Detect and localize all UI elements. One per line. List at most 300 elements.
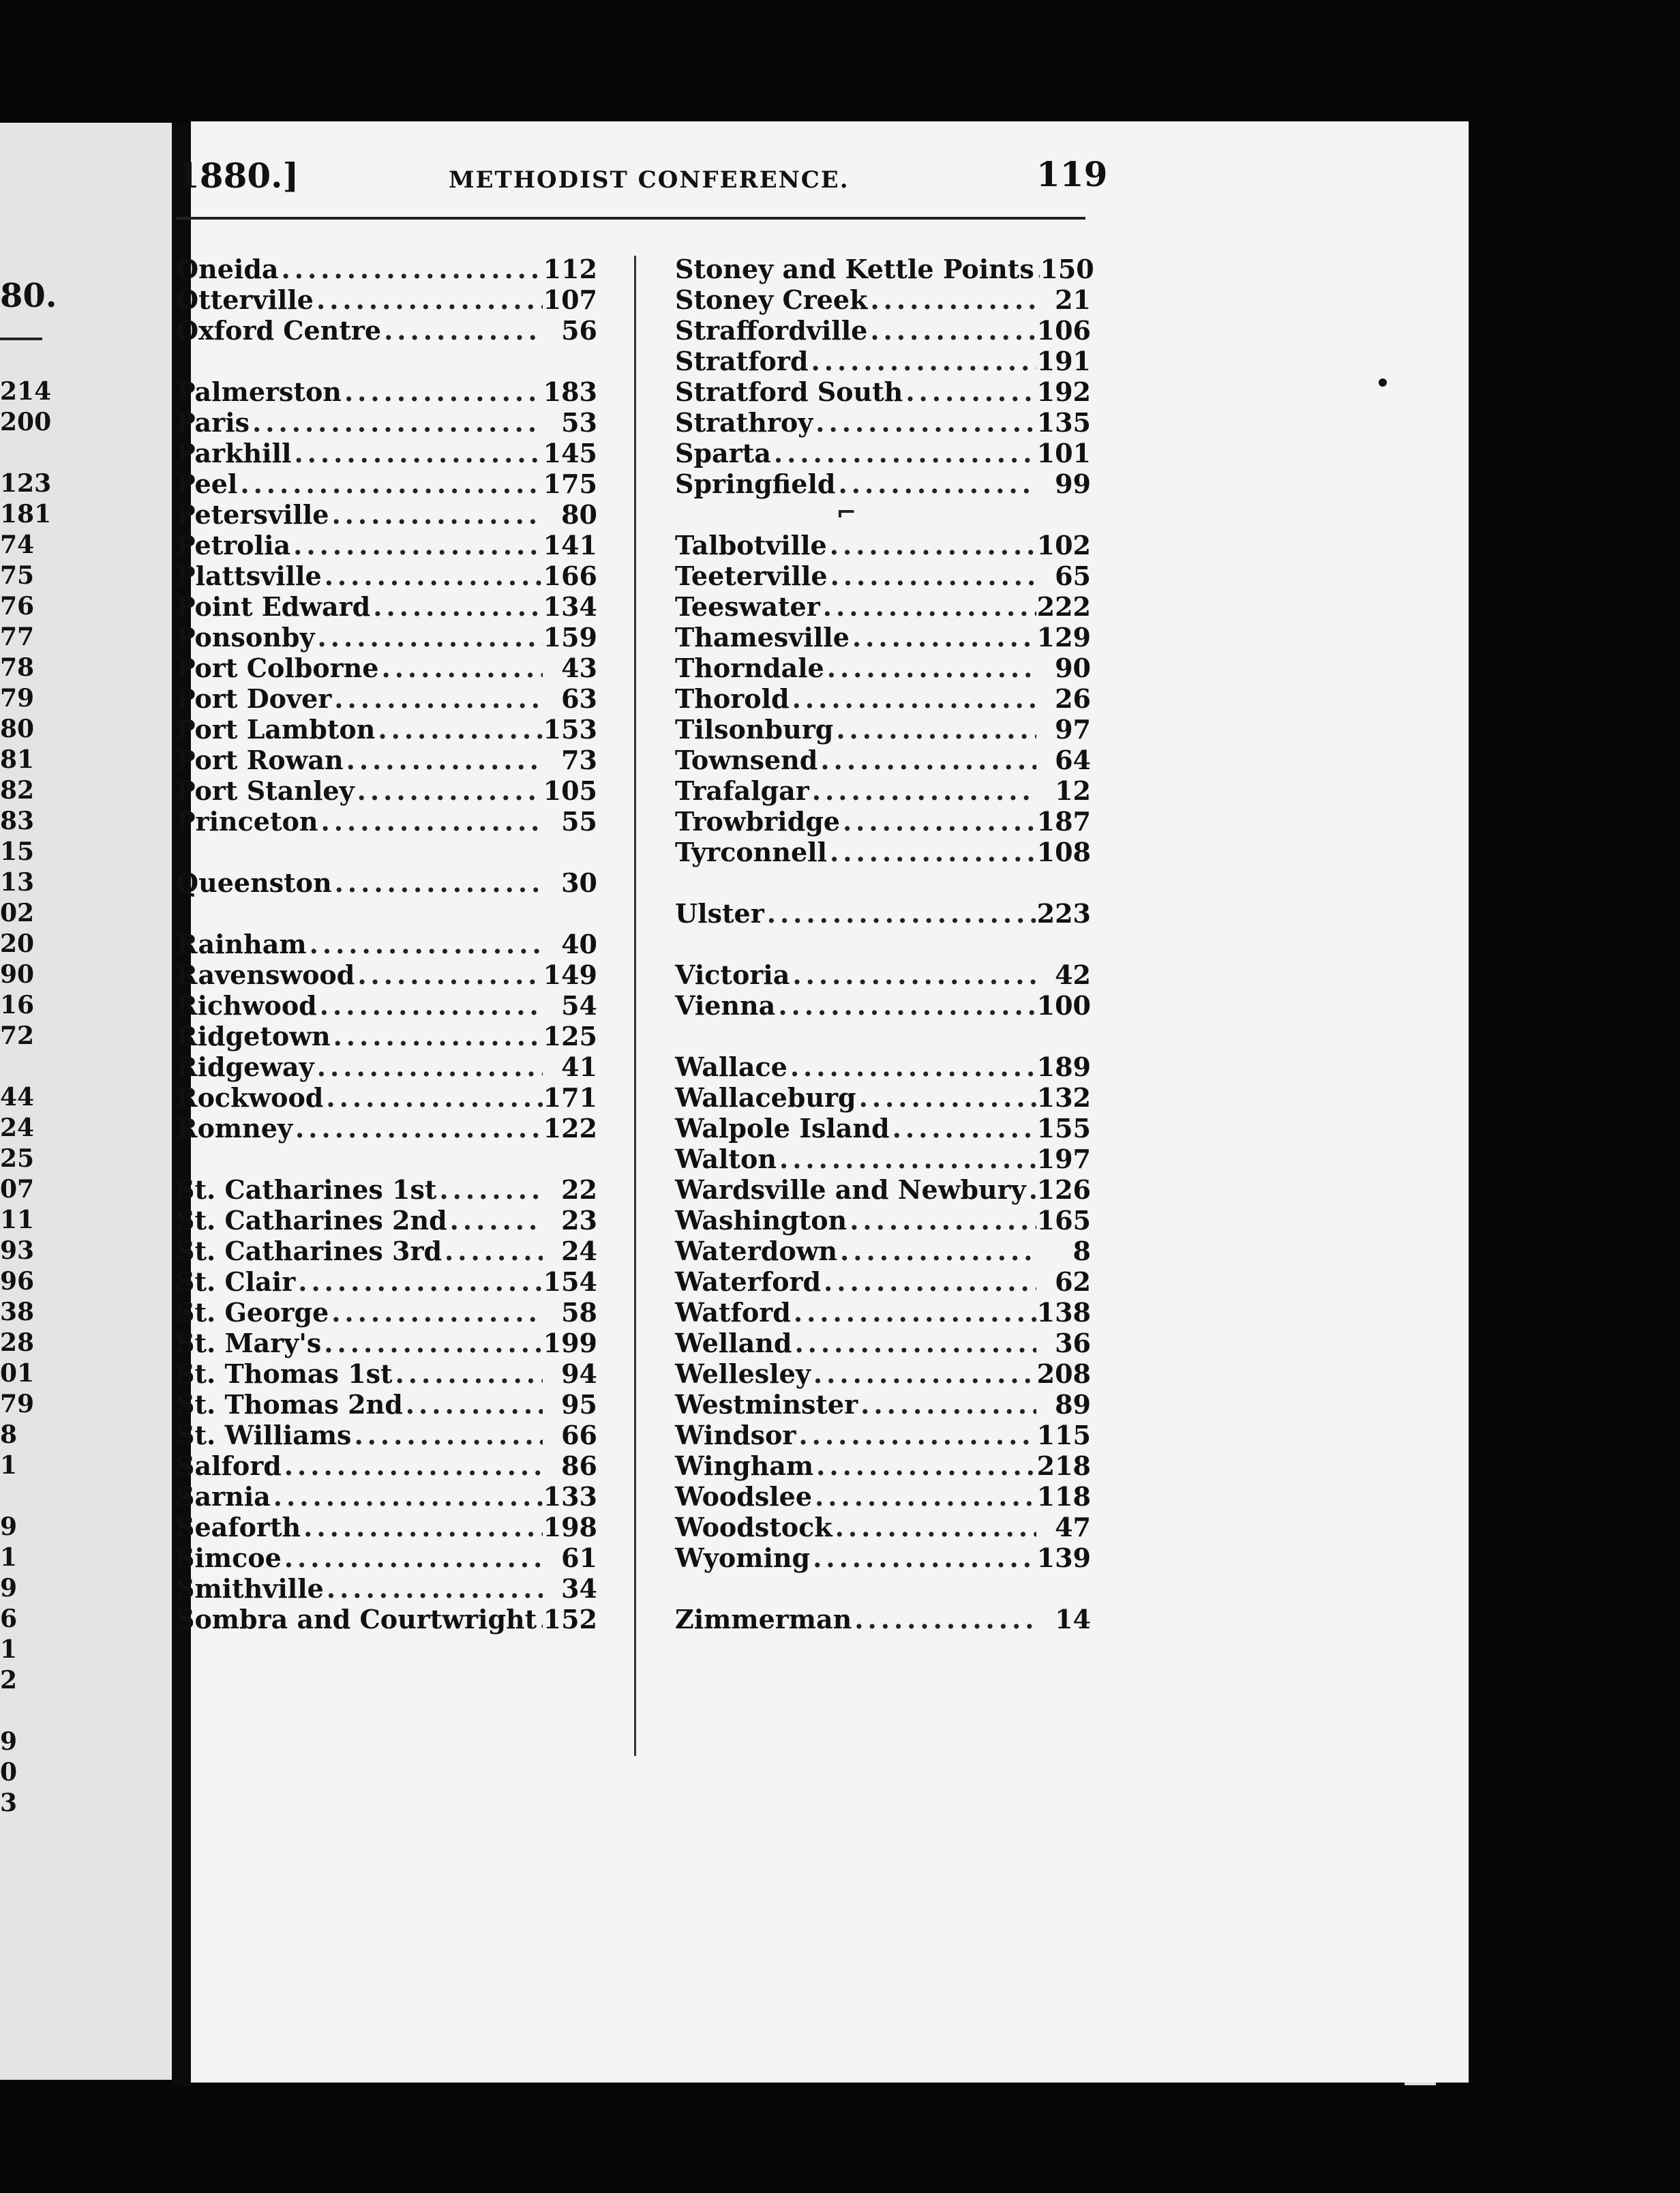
index-column-left [176,254,597,1635]
entry-name: Trowbridge [675,806,840,837]
facing-page-number: 11 [0,1206,35,1234]
facing-page-number: 16 [0,991,35,1019]
entry-name: Teeterville [675,561,828,591]
facing-page-number: 02 [0,899,35,927]
entry-page-number: 100 [1036,990,1091,1021]
dot-leader [832,1512,1036,1542]
section-gap [176,837,597,867]
entry-page-number: 56 [561,315,597,346]
paper-speck [1379,378,1387,387]
dot-leader [237,468,543,499]
entry-page-number: 150 [1040,254,1094,284]
entry-page-number: 165 [1036,1205,1091,1236]
dot-leader [828,561,1036,591]
index-entry [675,1266,1091,1297]
dot-leader [903,376,1036,407]
entry-page-number: 171 [543,1082,597,1113]
index-entry [176,1450,597,1481]
entry-page-number: 175 [543,468,597,499]
entry-name: Wingham [675,1450,814,1481]
facing-page-number: 28 [0,1328,35,1357]
facing-page-number: 93 [0,1236,35,1265]
entry-page-number: 90 [1055,653,1091,683]
entry-page-number: 191 [1036,346,1091,376]
entry-name: Ravenswood [176,959,355,990]
entry-page-number: 80 [561,499,597,530]
index-entry [675,775,1091,806]
index-entry [675,376,1091,407]
index-entry [675,1082,1091,1113]
index-entry [675,438,1091,468]
dot-leader [890,1113,1036,1144]
index-entry [675,530,1091,561]
entry-page-number: 106 [1036,315,1091,346]
entry-page-number: 62 [1055,1266,1091,1297]
index-entry [176,1573,597,1604]
dot-leader [324,1573,543,1604]
entry-name: Point Edward [176,591,371,622]
entry-page-number: 149 [543,959,597,990]
dot-leader [827,530,1036,561]
facing-page-number: 20 [0,929,35,958]
entry-name: Peel [176,468,238,499]
entry-page-number: 115 [1036,1420,1091,1450]
facing-page-number: 44 [0,1083,35,1112]
index-entry [176,530,597,561]
index-entry [176,806,597,837]
entry-name: Victoria [675,959,790,990]
dot-leader [318,806,543,837]
entry-name: Port Rowan [176,745,344,775]
facing-page-number: 1 [0,1543,18,1572]
dot-leader [837,1236,1036,1266]
entry-page-number: 64 [1055,745,1091,775]
facing-page-number: 07 [0,1175,35,1204]
index-entry [176,745,597,775]
entry-name: Salford [176,1450,282,1481]
dot-leader [821,1266,1036,1297]
dot-leader [301,1512,543,1542]
entry-page-number: 133 [543,1481,597,1512]
entry-name: Tilsonburg [675,714,834,745]
entry-name: Washington [675,1205,847,1236]
index-entry [675,1205,1091,1236]
entry-page-number: 43 [561,653,597,683]
entry-name: Woodslee [675,1481,813,1512]
facing-page-number: 1 [0,1635,18,1664]
dot-leader [775,990,1036,1021]
index-entry [176,929,597,959]
index-entry [675,1236,1091,1266]
entry-name: Strathroy [675,407,813,438]
index-entry [675,745,1091,775]
dot-leader [792,1328,1036,1358]
dot-leader [1034,254,1040,284]
entry-page-number: 14 [1055,1604,1091,1635]
facing-page-number [0,1051,51,1082]
facing-page-number: 77 [0,623,35,651]
index-entry [176,1021,597,1051]
entry-name: St. Mary's [176,1328,322,1358]
index-entry [176,1082,597,1113]
entry-name: Romney [176,1113,293,1144]
entry-page-number: 192 [1036,376,1091,407]
index-entry [176,1266,597,1297]
facing-page-number: 0 [0,1758,18,1787]
entry-page-number: 141 [543,530,597,561]
entry-name: Trafalgar [675,775,809,806]
entry-page-number: 55 [561,806,597,837]
dot-leader [850,622,1036,653]
entry-page-number: 94 [561,1358,597,1389]
entry-page-number: 34 [561,1573,597,1604]
index-entry [675,1328,1091,1358]
entry-name: Sarnia [176,1481,271,1512]
index-entry [675,468,1091,499]
facing-page-number: 78 [0,653,35,682]
index-entry [675,1450,1091,1481]
dot-leader [393,1358,543,1389]
entry-name: Richwood [176,990,317,1021]
facing-page-number: 82 [0,776,35,805]
dot-leader [813,1450,1036,1481]
dot-leader [537,1604,543,1635]
entry-name: St. Catharines 2nd [176,1205,447,1236]
entry-page-number: 145 [543,438,597,468]
index-entry [675,1420,1091,1450]
index-entry [176,1236,597,1266]
dot-leader [329,499,543,530]
dot-leader [827,837,1036,867]
facing-page-number: 74 [0,531,35,559]
entry-page-number: 153 [543,714,597,745]
facing-page-number: 79 [0,1390,35,1418]
section-gap [176,1144,597,1174]
entry-name: Ridgetown [176,1021,331,1051]
index-entry [176,438,597,468]
index-entry [675,407,1091,438]
header-rule [176,217,1085,220]
entry-page-number: 54 [561,990,597,1021]
page-number: 119 [1036,154,1108,194]
entry-name: Ulster [675,898,764,929]
index-entry [675,1481,1091,1512]
facing-page-number: 72 [0,1021,35,1050]
facing-page-number: 1 [0,1451,18,1480]
entry-page-number: 208 [1036,1358,1091,1389]
entry-name: Wellesley [675,1358,811,1389]
dot-leader [331,683,543,714]
entry-page-number: 12 [1055,775,1091,806]
facing-page-number: 15 [0,837,35,866]
entry-name: Palmerston [176,376,342,407]
index-entry [176,284,597,315]
running-head-year: 1880.] [176,155,299,196]
entry-name: Windsor [675,1420,796,1450]
index-entry [176,1512,597,1542]
index-entry [176,561,597,591]
entry-page-number: 138 [1036,1297,1091,1328]
index-entry [675,959,1091,990]
index-entry [176,1389,597,1420]
facing-page-numbers [0,376,51,1819]
dot-leader [436,1174,543,1205]
index-entry [675,561,1091,591]
facing-page-number: 01 [0,1359,35,1388]
entry-page-number: 36 [1055,1328,1091,1358]
facing-page-number [0,1696,51,1727]
index-entry [176,1481,597,1512]
facing-page-number: 96 [0,1267,35,1296]
entry-name: Tyrconnell [675,837,827,867]
index-entry [176,1205,597,1236]
entry-page-number: 47 [1055,1512,1091,1542]
entry-page-number: 26 [1055,683,1091,714]
facing-page-number: 80 [0,715,35,743]
dot-leader [824,653,1036,683]
facing-page-number: 79 [0,684,35,713]
dot-leader [867,315,1036,346]
entry-page-number: 66 [561,1420,597,1450]
facing-page-number: 83 [0,807,35,835]
entry-page-number: 21 [1055,284,1091,315]
entry-name: Parkhill [176,438,292,468]
entry-page-number: 199 [543,1328,597,1358]
entry-page-number: 155 [1036,1113,1091,1144]
entry-name: St. George [176,1297,329,1328]
index-entry [176,591,597,622]
entry-page-number: 134 [543,591,597,622]
entry-page-number: 139 [1036,1542,1091,1573]
entry-page-number: 99 [1055,468,1091,499]
index-entry [675,1174,1091,1205]
index-entry [675,1358,1091,1389]
entry-page-number: 41 [561,1051,597,1082]
entry-name: Welland [675,1328,792,1358]
entry-page-number: 102 [1036,530,1091,561]
entry-name: Stoney Creek [675,284,868,315]
entry-page-number: 89 [1055,1389,1091,1420]
facing-page-number: 13 [0,868,35,897]
entry-page-number: 30 [561,867,597,898]
entry-name: Stratford [675,346,809,376]
index-entry [176,1174,597,1205]
dot-leader [809,775,1036,806]
index-entry [675,898,1091,929]
entry-page-number: 108 [1036,837,1091,867]
index-entry [675,653,1091,683]
index-entry [675,683,1091,714]
entry-page-number: 8 [1072,1236,1091,1266]
dot-leader [375,714,543,745]
entry-page-number: 86 [561,1450,597,1481]
index-entry [675,1297,1091,1328]
section-gap [176,346,597,376]
entry-page-number: 197 [1036,1144,1091,1174]
index-entry [176,499,597,530]
entry-name: Westminster [675,1389,858,1420]
entry-name: Walton [675,1144,777,1174]
entry-name: St. Clair [176,1266,296,1297]
entry-name: Ridgeway [176,1051,314,1082]
entry-page-number: 24 [561,1236,597,1266]
entry-page-number: 40 [561,929,597,959]
entry-name: Petersville [176,499,329,530]
facing-page-number: 200 [0,408,52,436]
entry-page-number: 189 [1036,1051,1091,1082]
entry-page-number: 125 [543,1021,597,1051]
dot-leader [331,1021,543,1051]
entry-name: Otterville [176,284,314,315]
dot-leader [323,1082,543,1113]
facing-page-number: 90 [0,960,35,989]
index-entry [176,376,597,407]
index-column-right [675,254,1094,1635]
entry-name: Wallaceburg [675,1082,856,1113]
index-entry [675,990,1091,1021]
section-gap [675,499,1091,530]
index-entry [176,1297,597,1328]
entry-page-number: 42 [1055,959,1091,990]
entry-page-number: 65 [1055,561,1091,591]
index-entry [176,1328,597,1358]
dot-leader [314,284,543,315]
entry-name: Queenston [176,867,332,898]
dot-leader [282,1542,543,1573]
entry-name: Zimmerman [675,1604,852,1635]
dot-leader [764,898,1036,929]
entry-name: Rainham [176,929,307,959]
entry-page-number: 152 [543,1604,597,1635]
entry-name: Petrolia [176,530,291,561]
dot-leader [381,315,543,346]
section-gap [675,867,1091,898]
dot-leader [314,1051,543,1082]
index-entry [675,1113,1091,1144]
section-gap [675,929,1091,959]
entry-name: St. Williams [176,1420,352,1450]
entry-name: Stratford South [675,376,903,407]
dot-leader [378,653,543,683]
entry-name: Wyoming [675,1542,811,1573]
dot-leader [852,1604,1036,1635]
dot-leader [307,929,543,959]
entry-name: Thorndale [675,653,824,683]
index-entry [176,1420,597,1450]
dot-leader [847,1205,1036,1236]
dot-leader [355,959,543,990]
dot-leader [344,745,543,775]
dot-leader [250,407,543,438]
entry-page-number: 132 [1036,1082,1091,1113]
entry-name: Vienna [675,990,776,1021]
facing-page-number: 24 [0,1114,35,1142]
dot-leader [317,990,543,1021]
dot-leader [787,1051,1036,1082]
index-entry [176,1113,597,1144]
entry-name: Sparta [675,438,771,468]
entry-page-number: 61 [561,1542,597,1573]
index-entry [176,990,597,1021]
entry-page-number: 23 [561,1205,597,1236]
entry-name: Sombra and Courtwright [176,1604,537,1635]
entry-page-number: 97 [1055,714,1091,745]
facing-page-fragment [0,123,181,2080]
index-entry [675,591,1091,622]
index-entry [176,1358,597,1389]
dot-leader [282,1450,543,1481]
dot-leader [771,438,1036,468]
index-entry [176,714,597,745]
dot-leader [790,959,1036,990]
dot-leader [295,1266,543,1297]
dot-leader [813,407,1036,438]
entry-page-number: 112 [543,254,597,284]
facing-page-number: 76 [0,592,35,621]
dot-leader [791,1297,1036,1328]
entry-name: Port Stanley [176,775,355,806]
section-gap [176,898,597,929]
index-entry [176,1542,597,1573]
facing-page-number: 75 [0,561,35,590]
facing-page-number [0,1481,51,1512]
section-gap [675,1573,1091,1604]
index-entry [675,1051,1091,1082]
index-entry [176,468,597,499]
dot-leader [808,346,1036,376]
facing-page-number: 123 [0,469,52,498]
entry-name: Smithville [176,1573,324,1604]
handwritten-tick-mark: ⌐ [836,498,857,527]
entry-name: Springfield [675,468,836,499]
index-entry [675,714,1091,745]
index-entry [675,806,1091,837]
entry-page-number: 187 [1036,806,1091,837]
dot-leader [835,468,1036,499]
section-gap [675,1021,1091,1051]
index-entry [675,1512,1091,1542]
entry-page-number: 129 [1036,622,1091,653]
entry-page-number: 22 [561,1174,597,1205]
entry-name: Oneida [176,254,279,284]
facing-page-number [0,438,51,468]
dot-leader [271,1481,543,1512]
index-entry [176,254,597,284]
entry-page-number: 166 [543,561,597,591]
entry-name: Wardsville and Newbury [675,1174,1026,1205]
dot-leader [796,1420,1036,1450]
dot-leader [315,622,543,653]
index-entry [675,254,1094,284]
index-entry [176,407,597,438]
index-entry [675,284,1091,315]
dot-leader [811,1358,1036,1389]
dot-leader [321,1328,543,1358]
entry-name: Plattsville [176,561,322,591]
dot-leader [291,438,543,468]
dot-leader [447,1205,543,1236]
dot-leader [292,1113,543,1144]
entry-name: Waterdown [675,1236,838,1266]
dot-leader [342,376,543,407]
entry-name: Port Colborne [176,653,379,683]
entry-page-number: 223 [1036,898,1091,929]
index-entry [176,867,597,898]
entry-page-number: 218 [1036,1450,1091,1481]
facing-page-number: 3 [0,1789,18,1817]
index-entry [675,837,1091,867]
index-entry [176,683,597,714]
